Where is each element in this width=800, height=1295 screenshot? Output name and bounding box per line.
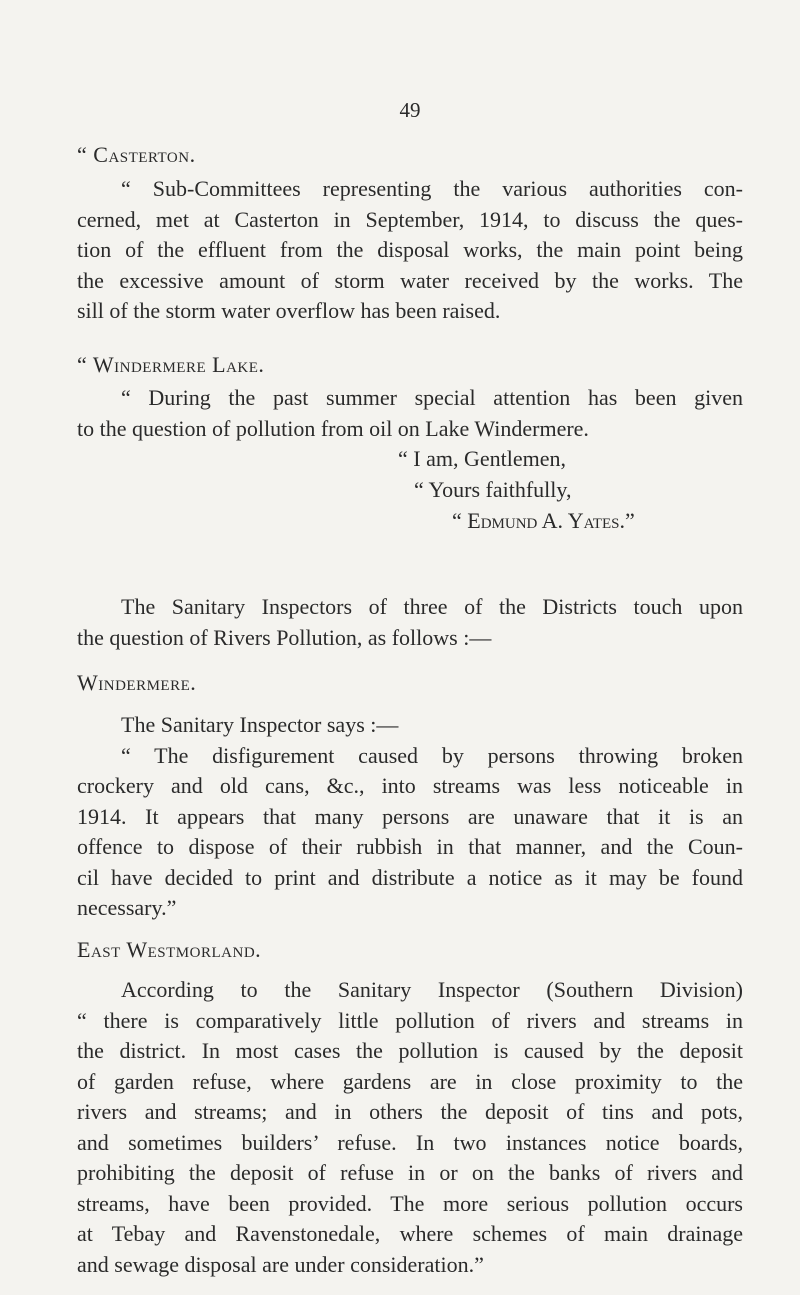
text-line: sill of the storm water overflow has been raised. [77, 298, 501, 323]
text-line: “ Sub-Committees representing the various authorities con- [121, 176, 743, 201]
text-line: at Tebay and Ravenstonedale, where schemes of main drainage [77, 1221, 743, 1246]
paragraph-east-westmorland [77, 975, 743, 1280]
text-line: cerned, met at Casterton in September, 1914, to discuss the ques- [77, 206, 743, 232]
text-line: necessary.” [77, 895, 177, 920]
text-line: The Sanitary Inspectors of three of the Districts touch upon [121, 594, 743, 619]
paragraph-intro [77, 592, 743, 653]
heading-east-westmorland: East Westmorland. [77, 937, 262, 962]
letter-signature: “ Edmund A. Yates.” [452, 508, 635, 533]
text-line: tion of the effluent from the disposal works, the main point being [77, 237, 743, 262]
heading-windermere: Windermere. [77, 670, 197, 695]
text-line: of garden refuse, where gardens are in close proximity to the [77, 1068, 743, 1094]
text-line: 1914. It appears that many persons are unaware that it is an [77, 803, 743, 829]
heading-casterton: “ Casterton. [77, 142, 196, 167]
text-line: rivers and streams; and in others the deposit of tins and pots, [77, 1099, 743, 1124]
text-line: the district. In most cases the pollution is caused by the deposit [77, 1038, 743, 1063]
text-line: “ The disfigurement caused by persons throwing broken [121, 742, 743, 768]
text-line: to the question of pollution from oil on Lake Windermere. [77, 415, 589, 441]
text-line: According to the Sanitary Inspector (Southern Division) [121, 977, 743, 1002]
text-line: “ During the past summer special attention has been given [121, 385, 743, 410]
text-line: and sewage disposal are under consideration.” [77, 1251, 484, 1277]
paragraph-casterton [77, 174, 743, 327]
text-line: streams, have been provided. The more serious pollution occurs [77, 1190, 743, 1216]
text-line: the question of Rivers Pollution, as follows :— [77, 624, 492, 650]
paragraph-windermere-lake [77, 383, 743, 444]
text-line: prohibiting the deposit of refuse in or on the banks of rivers and [77, 1160, 743, 1185]
text-line: crockery and old cans, &c., into streams was less noticeable in [77, 773, 743, 798]
letter-closing: “ I am, Gentlemen, [398, 446, 566, 471]
text-line: cil have decided to print and distribute a notice as it may be found [77, 864, 743, 890]
text-line: and sometimes builders’ refuse. In two instances notice boards, [77, 1129, 743, 1155]
text-line: the excessive amount of storm water received by the works. The [77, 267, 743, 293]
letter-valediction: “ Yours faithfully, [414, 477, 572, 502]
text-line: The Sanitary Inspector says :— [121, 712, 399, 737]
page-number: 49 [399, 98, 421, 122]
paragraph-windermere [77, 710, 743, 924]
text-line: offence to dispose of their rubbish in that manner, and the Coun- [77, 834, 743, 859]
text-line: “ there is comparatively little pollution of rivers and streams in [77, 1007, 743, 1033]
heading-windermere-lake: “ Windermere Lake. [77, 352, 265, 377]
